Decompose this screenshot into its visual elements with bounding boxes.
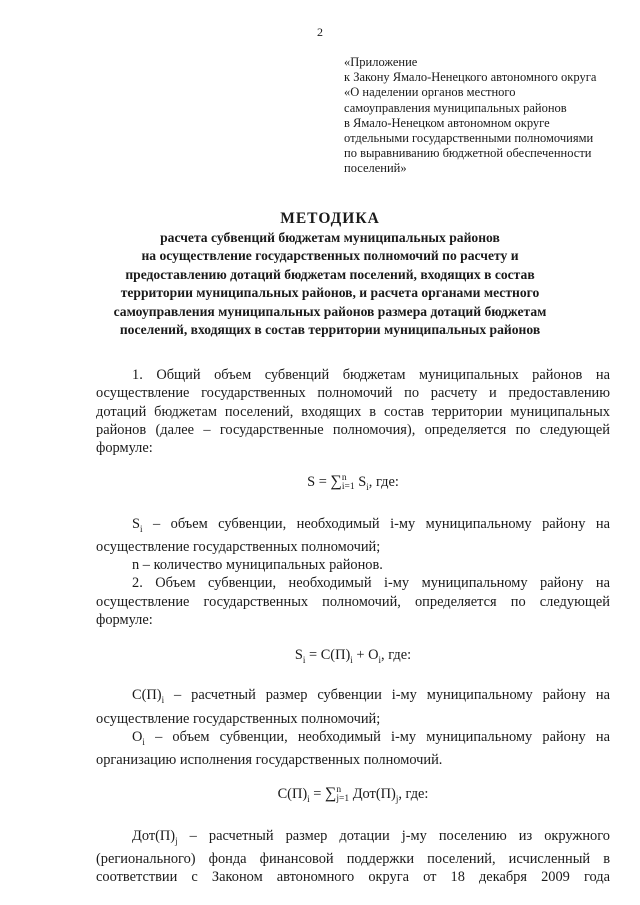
formula-text: + О bbox=[352, 647, 379, 664]
sum-symbol: ∑ bbox=[330, 473, 342, 491]
definition-text: – объем субвенции, необходимый i-му муниципальному району на bbox=[144, 728, 610, 745]
paragraph-1-line: дотаций бюджетам поселений, входящих в состав территории муниципальных bbox=[96, 403, 610, 420]
symbol: О bbox=[132, 728, 143, 745]
document-body bbox=[96, 366, 610, 886]
definition-dot-line: соответствии с Законом автономного округа от 18 декабря 2009 года bbox=[96, 869, 610, 886]
annex-reference bbox=[344, 55, 634, 177]
annex-line: отдельными государственными полномочиями bbox=[344, 131, 594, 146]
definition-text: – расчетный размер дотации j-му поселению из окружного bbox=[177, 827, 610, 844]
formula-text: S bbox=[294, 647, 303, 664]
definition-si-line: осуществление государственных полномочий; bbox=[96, 538, 381, 555]
definition-dot-line bbox=[96, 827, 610, 850]
paragraph-2-line: формуле: bbox=[96, 612, 153, 629]
paragraph-1-line: районов (далее – государственные полномочия), определяется по следующей bbox=[96, 421, 610, 438]
symbol: Дот(П) bbox=[132, 827, 176, 844]
annex-line: поселений» bbox=[344, 161, 407, 176]
symbol: С(П) bbox=[132, 687, 162, 704]
paragraph-2-line: осуществление государственных полномочий, определяется по следующей bbox=[96, 593, 610, 610]
definition-si-line bbox=[96, 515, 610, 538]
subscript: i bbox=[302, 655, 306, 666]
subscript: i bbox=[161, 695, 165, 706]
formula-calculated-subvention bbox=[96, 785, 610, 808]
subtitle-line: самоуправления муниципальных районов размера дотаций бюджетам bbox=[113, 303, 547, 319]
definition-dot-line: (регионального) фонда финансовой поддержки поселений, исчисленный в bbox=[96, 850, 610, 867]
subtitle-line: территории муниципальных районов, и расчета органами местного bbox=[120, 285, 540, 301]
subscript: i bbox=[366, 482, 369, 493]
definition-oi-line bbox=[96, 728, 610, 751]
subscript: i bbox=[307, 794, 310, 805]
sum-symbol: ∑ bbox=[324, 785, 337, 803]
subtitle-line: расчета субвенций бюджетам муниципальных районов bbox=[160, 230, 500, 245]
formula-district-subvention bbox=[96, 646, 610, 669]
sum-lower-limit: j=1 bbox=[336, 794, 350, 805]
definition-oi-line: организацию исполнения государственных полномочий. bbox=[96, 752, 443, 769]
formula-text: = bbox=[309, 786, 325, 803]
subscript: i bbox=[378, 655, 382, 666]
subscript: j bbox=[175, 835, 178, 846]
subscript: i bbox=[142, 736, 145, 747]
annex-line: к Закону Ямало-Ненецкого автономного округа bbox=[344, 70, 597, 85]
subscript: j bbox=[395, 794, 399, 805]
subscript: i bbox=[140, 523, 143, 534]
paragraph-1-line: осуществление государственных полномочий по расчету и предоставлению bbox=[96, 385, 610, 402]
annex-line: по выравниванию бюджетной обеспеченности bbox=[344, 146, 592, 161]
formula-total-subvention bbox=[96, 473, 610, 496]
subtitle-line: поселений, входящих в состав территории муниципальных районов bbox=[119, 322, 541, 338]
formula-text: С(П) bbox=[277, 786, 308, 803]
formula-text: = С(П) bbox=[305, 647, 351, 664]
annex-line: самоуправления муниципальных районов bbox=[344, 100, 567, 115]
document-subtitle bbox=[60, 229, 600, 339]
formula-text: Дот(П) bbox=[349, 786, 396, 803]
sum-upper-limit: n bbox=[336, 785, 342, 796]
subtitle-line: на осуществление государственных полномочий по расчету и bbox=[141, 248, 519, 264]
page-number: 2 bbox=[317, 25, 323, 39]
formula-text: S = bbox=[307, 474, 331, 491]
annex-line: «О наделении органов местного bbox=[344, 85, 516, 100]
subtitle-line: предоставлению дотаций бюджетам поселений, входящих в состав bbox=[125, 266, 535, 282]
subscript: i bbox=[350, 655, 353, 666]
document-title-block bbox=[60, 209, 600, 339]
annex-line: «Приложение bbox=[344, 55, 418, 69]
formula-text: , где: bbox=[398, 786, 429, 803]
definition-cp-line bbox=[96, 686, 610, 709]
formula-text: , где: bbox=[368, 474, 399, 491]
annex-line: в Ямало-Ненецком автономном округе bbox=[344, 115, 550, 130]
definition-text: – объем субвенции, необходимый i-му муниципальному району на bbox=[142, 515, 610, 532]
paragraph-2-line: 2. Объем субвенции, необходимый i-му муниципальному району на bbox=[132, 575, 610, 592]
paragraph-1-line: 1. Общий объем субвенций бюджетам муниципальных районов на bbox=[132, 367, 610, 383]
symbol: S bbox=[132, 515, 141, 532]
sum-upper-limit: n bbox=[341, 473, 347, 484]
document-title: МЕТОДИКА bbox=[280, 210, 380, 227]
formula-text: , где: bbox=[381, 647, 412, 664]
definition-text: – расчетный размер субвенции i-му муниципальному району на bbox=[164, 687, 610, 704]
definition-n: n – количество муниципальных районов. bbox=[132, 557, 383, 574]
definition-cp-line: осуществление государственных полномочий; bbox=[96, 710, 381, 727]
paragraph-1-line: формуле: bbox=[96, 440, 153, 457]
formula-text: S bbox=[358, 474, 367, 491]
sum-lower-limit: i=1 bbox=[341, 482, 355, 493]
